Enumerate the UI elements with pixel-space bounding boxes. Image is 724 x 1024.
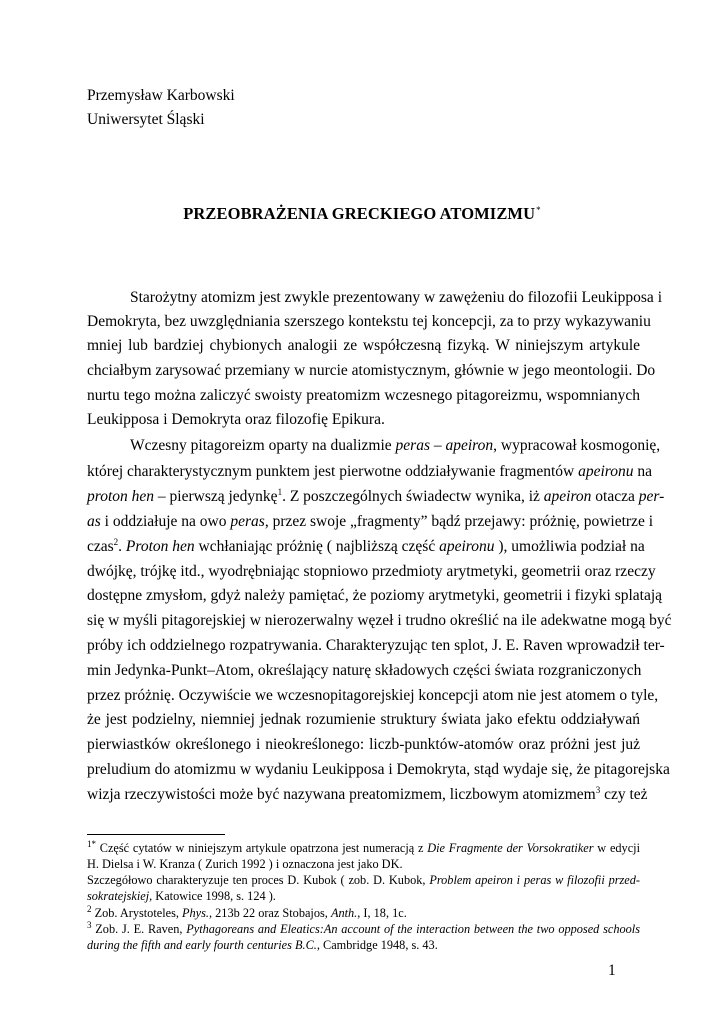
footnote-ref: 3 bbox=[595, 784, 601, 795]
title-footnote-mark: * bbox=[536, 204, 541, 215]
footnote-3: $^3$ Zob. J. E. Raven, Pythagoreans and Eleatics:An account of the interaction between the two opposed schools bbox=[87, 919, 640, 936]
body-line: próby ich oddzielnego rozpatrywania. Charakteryzując ten splot, J. E. Raven wprowadził ter- bbox=[87, 637, 665, 654]
author-affiliation: Uniwersytet Śląski bbox=[87, 111, 205, 128]
footnote-ref: 2 bbox=[113, 536, 119, 547]
footnote-2: $^2$ Zob. Arystoteles, Phys., 213b 22 oraz Stobajos, Anth., I, 18, 1c. bbox=[87, 903, 407, 920]
body-line: min Jedynka-Punkt–Atom, określający naturę składowych części świata rozgraniczonych bbox=[87, 662, 642, 679]
body-line: czas$^2$. Proton hen wchłaniając próżnię ( najbliższą część apeironu ), umożliwia podział na bbox=[87, 536, 645, 555]
body-line: Starożytny atomizm jest zwykle prezentowany w zawężeniu do filozofii Leukipposa i bbox=[130, 289, 662, 306]
body-line: pierwiastków określonego i nieokreślonego: liczb-punktów-atomów oraz próżni jest już bbox=[87, 736, 640, 753]
page-number: 1 bbox=[608, 962, 616, 979]
footnote-1-line: Szczegółowo charakteryzuje ten proces D. Kubok ( zob. D. Kubok, Problem apeiron i peras w filozofii przed- bbox=[87, 873, 640, 887]
body-line: Leukipposa i Demokryta oraz filozofię Epikura. bbox=[87, 411, 385, 428]
body-line: wizja rzeczywistości może być nazywana preatomizmem, liczbowym atomizmem$^3$ czy też bbox=[87, 784, 648, 803]
footnote-1-line: sokratejskiej, Katowice 1998, s. 124 ). bbox=[87, 889, 276, 903]
body-line: przez próżnię. Oczywiście we wczesnopitagorejskiej koncepcji atom nie jest atomem o tyle, bbox=[87, 687, 659, 704]
author-name: Przemysław Karbowski bbox=[87, 87, 235, 104]
footnote-1: $^{1*}$ Część cytatów w niniejszym artykule opatrzona jest numeracją z Die Fragmente der Vorsokratiker w edycji bbox=[87, 838, 640, 855]
body-line: nurtu tego można zaliczyć swoisty preatomizm wczesnego pitagoreizmu, wspomnianych bbox=[87, 387, 640, 404]
body-line: Wczesny pitagoreizm oparty na dualizmie peras – apeiron, wypracował kosmogonię, bbox=[130, 437, 661, 454]
body-line: chciałbym zarysować przemiany w nurcie atomistycznym, głównie w jego meontologii. Do bbox=[87, 362, 656, 379]
body-line: się w myśli pitagorejskiej w nierozerwalny węzeł i trudno określić na ile adekwatne mogą być bbox=[87, 612, 672, 629]
body-line: proton hen – pierwszą jedynkę$^1$. Z poszczególnych świadectw wynika, iż apeiron otacza per- bbox=[87, 486, 665, 505]
body-line: dostępne zmysłom, gdyż należy pamiętać, że poziomy arytmetyki, geometrii i fizyki splatają bbox=[87, 587, 663, 604]
body-line: Demokryta, bez uwzględniania szerszego kontekstu tej koncepcji, za to przy wykazywaniu bbox=[87, 313, 651, 330]
article-title bbox=[0, 204, 724, 224]
footnote-3-line: during the fifth and early fourth centuries B.C., Cambridge 1948, s. 43. bbox=[87, 938, 438, 952]
body-line: której charakterystycznym punktem jest pierwotne oddziaływanie fragmentów apeironu na bbox=[87, 463, 653, 480]
body-line: mniej lub bardziej chybionych analogii ze współczesną fizyką. W niniejszym artykule bbox=[87, 337, 640, 354]
footnote-ref: 1 bbox=[277, 486, 283, 497]
body-line: as i oddziałuje na owo peras, przez swoje „fragmenty” bądź przejawy: próżnię, powietrze i bbox=[87, 513, 654, 530]
article-title-text: PRZEOBRAŻENIA GRECKIEGO ATOMIZMU bbox=[183, 204, 536, 223]
body-line: preludium do atomizmu w wydaniu Leukipposa i Demokryta, stąd wydaje się, że pitagorejska bbox=[87, 761, 670, 778]
footnote-separator bbox=[87, 834, 225, 835]
body-line: dwójkę, trójkę itd., wyodrębniając stopniowo przedmioty arytmetyki, geometrii oraz rzeczy bbox=[87, 563, 656, 580]
footnote-1-line: H. Dielsa i W. Kranza ( Zurich 1992 ) i oznaczona jest jako DK. bbox=[87, 857, 403, 871]
body-line: że jest podzielny, niemniej jednak rozumienie struktury świata jako efektu oddziaływań bbox=[87, 711, 640, 728]
